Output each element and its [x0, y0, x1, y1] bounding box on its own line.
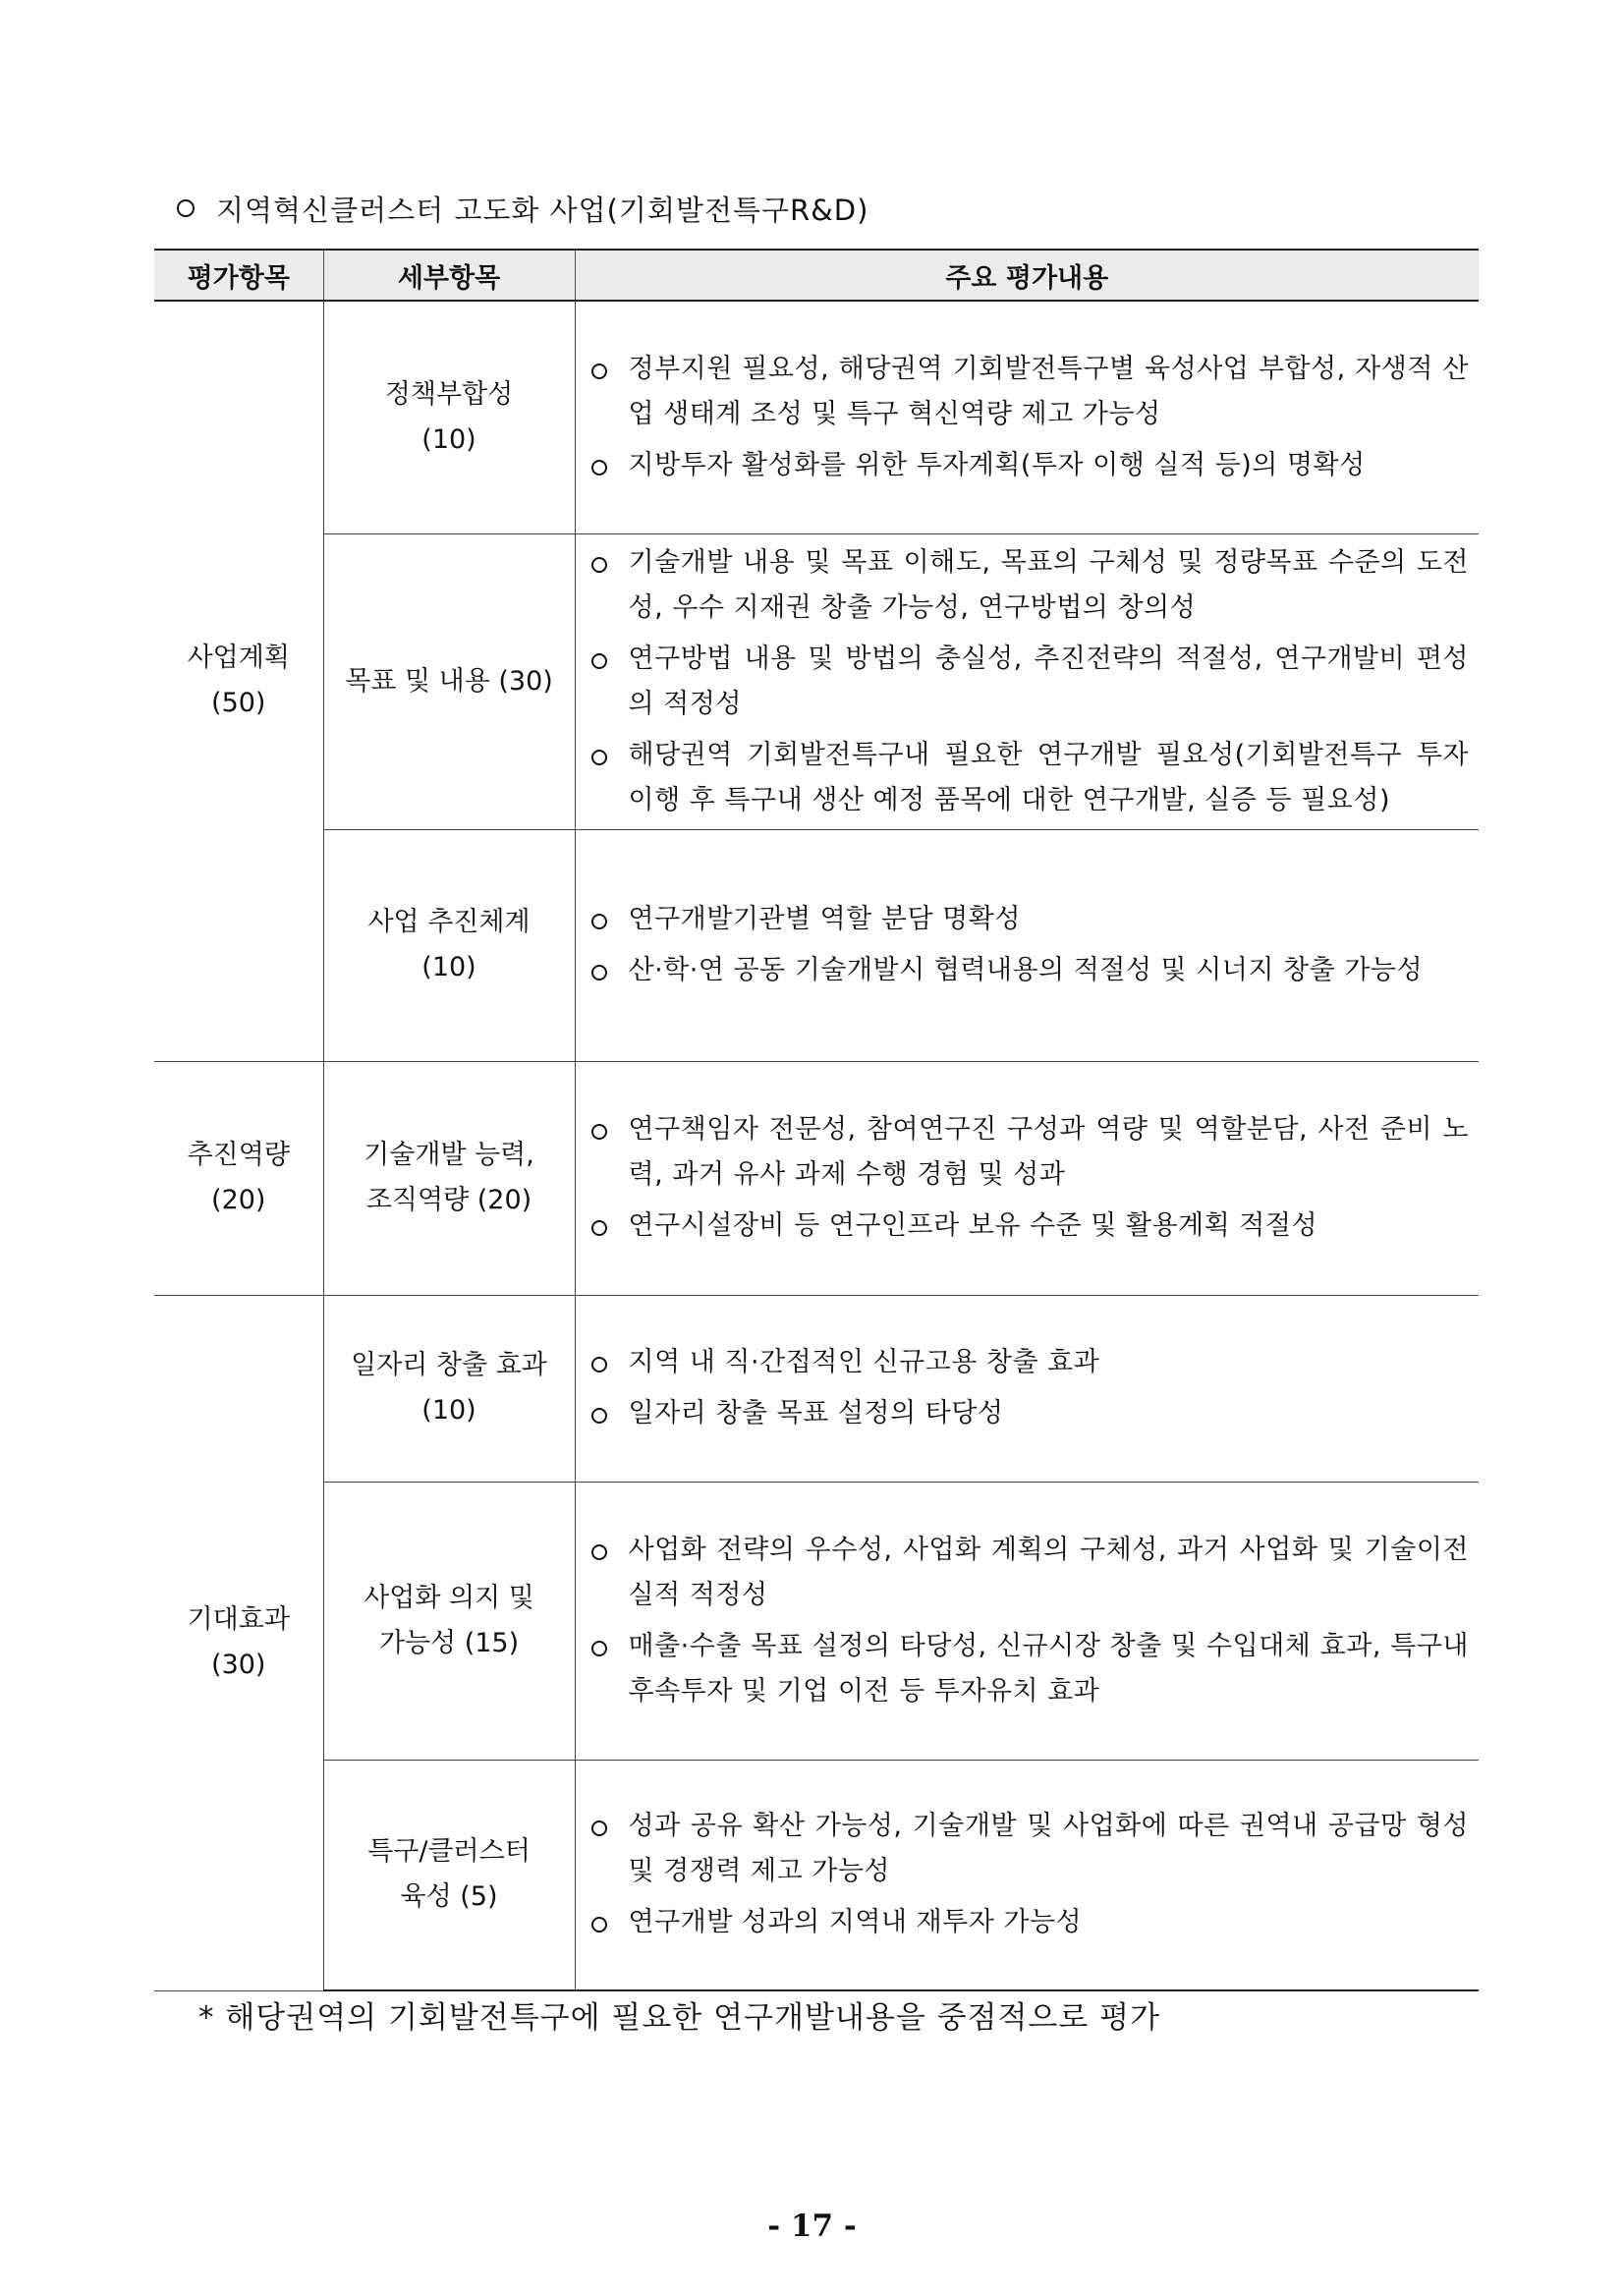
circle-bullet-icon	[177, 199, 195, 217]
category-score: (30)	[211, 1650, 266, 1680]
item-text: 연구개발기관별 역할 분담 명확성	[628, 904, 1021, 934]
content-cell	[575, 829, 1479, 1061]
list-item	[589, 1528, 1470, 1618]
header-subitem: 세부항목	[323, 250, 575, 301]
item-text: 연구책임자 전문성, 참여연구진 구성과 역량 및 역할분담, 사전 준비 노력, 과거 유사 과제 수행 경험 및 성과	[628, 1114, 1469, 1190]
table-row	[154, 1061, 1479, 1295]
circle-bullet-icon	[591, 460, 607, 476]
section-title	[177, 189, 868, 229]
circle-bullet-icon	[591, 557, 607, 573]
circle-bullet-icon	[591, 1544, 607, 1560]
subitem-cell	[323, 1482, 575, 1760]
category-score: (20)	[211, 1185, 266, 1215]
item-text: 해당권역 기회발전특구내 필요한 연구개발 필요성(기회발전특구 투자 이행 후 특구내 생산 예정 품목에 대한 연구개발, 실증 등 필요성)	[628, 739, 1469, 815]
list-item	[589, 1900, 1470, 1945]
item-text: 기술개발 내용 및 목표 이해도, 목표의 구체성 및 정량목표 수준의 도전성, 우수 지재권 창출 가능성, 연구방법의 창의성	[628, 546, 1469, 623]
list-item	[589, 540, 1470, 631]
item-text: 성과 공유 확산 가능성, 기술개발 및 사업화에 따른 권역내 공급망 형성 및 경쟁력 제고 가능성	[628, 1811, 1469, 1887]
subitem-cell	[323, 1061, 575, 1295]
item-text: 일자리 창출 목표 설정의 타당성	[628, 1398, 1004, 1428]
circle-bullet-icon	[591, 965, 607, 980]
content-cell	[575, 1295, 1479, 1482]
item-text: 매출·수출 목표 설정의 타당성, 신규시장 창출 및 수입대체 효과, 특구내 후속투자 및 기업 이전 등 투자유치 효과	[628, 1630, 1469, 1707]
content-cell	[575, 1482, 1479, 1760]
item-text: 연구시설장비 등 연구인프라 보유 수준 및 활용계획 적절성	[628, 1210, 1318, 1241]
list-item	[589, 1804, 1470, 1894]
table-row	[154, 829, 1479, 1061]
section-title-text: 지역혁신클러스터 고도화 사업(기회발전특구R&D)	[216, 194, 869, 227]
list-item	[589, 1391, 1470, 1436]
subitem-name: 기술개발 능력,	[364, 1140, 534, 1170]
circle-bullet-icon	[591, 1408, 607, 1424]
header-category: 평가항목	[154, 250, 323, 301]
table-header-row	[154, 250, 1479, 301]
circle-bullet-icon	[591, 1641, 607, 1656]
table-row	[154, 1482, 1479, 1760]
subitem-cell	[323, 533, 575, 829]
subitem-cell	[323, 301, 575, 533]
subitem-score: 조직역량 (20)	[365, 1185, 532, 1215]
list-item	[589, 897, 1470, 942]
content-cell	[575, 1061, 1479, 1295]
item-text: 지방투자 활성화를 위한 투자계획(투자 이행 실적 등)의 명확성	[628, 449, 1366, 480]
subitem-name: 목표 및 내용 (30)	[345, 665, 553, 697]
category-name: 기대효과	[187, 1604, 290, 1635]
list-item	[589, 948, 1470, 993]
category-name: 사업계획	[187, 643, 290, 674]
circle-bullet-icon	[591, 1124, 607, 1140]
content-cell	[575, 533, 1479, 829]
item-text: 연구방법 내용 및 방법의 충실성, 추진전략의 적절성, 연구개발비 편성의 적정성	[628, 643, 1469, 719]
table-row	[154, 1760, 1479, 1990]
subitem-score: 가능성 (15)	[378, 1627, 520, 1658]
item-text: 연구개발 성과의 지역내 재투자 가능성	[628, 1907, 1083, 1938]
subitem-name: 특구/클러스터	[367, 1836, 531, 1868]
subitem-name: 일자리 창출 효과	[351, 1350, 547, 1380]
table-row	[154, 301, 1479, 533]
header-content: 주요 평가내용	[575, 250, 1479, 301]
circle-bullet-icon	[591, 1820, 607, 1836]
subitem-score: (10)	[421, 952, 476, 982]
circle-bullet-icon	[591, 364, 607, 379]
content-cell	[575, 301, 1479, 533]
page-number: - 17 -	[767, 2209, 857, 2244]
category-cell	[154, 1061, 323, 1295]
list-item	[589, 347, 1470, 437]
category-cell	[154, 301, 323, 1061]
list-item	[589, 1624, 1470, 1714]
subitem-cell	[323, 829, 575, 1061]
category-name: 추진역량	[187, 1140, 290, 1170]
subitem-name: 정책부합성	[384, 378, 514, 410]
circle-bullet-icon	[591, 653, 607, 669]
item-text: 산·학·연 공동 기술개발시 협력내용의 적절성 및 시너지 창출 가능성	[628, 955, 1424, 985]
evaluation-table	[154, 249, 1479, 1991]
item-text: 사업화 전략의 우수성, 사업화 계획의 구체성, 과거 사업화 및 기술이전 실적 적정성	[628, 1534, 1469, 1610]
subitem-score: (10)	[421, 1395, 476, 1426]
content-cell	[575, 1760, 1479, 1990]
circle-bullet-icon	[591, 1220, 607, 1236]
list-item	[589, 637, 1470, 727]
subitem-name: 사업화 의지 및	[364, 1582, 534, 1613]
list-item	[589, 1204, 1470, 1249]
category-cell	[154, 1295, 323, 1990]
list-item	[589, 443, 1470, 488]
table-row	[154, 1295, 1479, 1482]
list-item	[589, 1107, 1470, 1198]
table-row	[154, 533, 1479, 829]
circle-bullet-icon	[591, 750, 607, 765]
subitem-cell	[323, 1760, 575, 1990]
list-item	[589, 733, 1470, 823]
circle-bullet-icon	[591, 1917, 607, 1932]
item-text: 지역 내 직·간접적인 신규고용 창출 효과	[628, 1347, 1100, 1377]
item-text: 정부지원 필요성, 해당권역 기회발전특구별 육성사업 부합성, 자생적 산업 생태계 조성 및 특구 혁신역량 제고 가능성	[628, 353, 1469, 429]
circle-bullet-icon	[591, 914, 607, 929]
subitem-name: 사업 추진체계	[367, 907, 531, 937]
category-score: (50)	[211, 688, 266, 719]
list-item	[589, 1340, 1470, 1385]
subitem-score: (10)	[421, 423, 476, 455]
footnote: * 해당권역의 기회발전특구에 필요한 연구개발내용을 중점적으로 평가	[198, 2000, 1161, 2036]
subitem-score: 육성 (5)	[400, 1881, 498, 1913]
circle-bullet-icon	[591, 1357, 607, 1372]
subitem-cell	[323, 1295, 575, 1482]
